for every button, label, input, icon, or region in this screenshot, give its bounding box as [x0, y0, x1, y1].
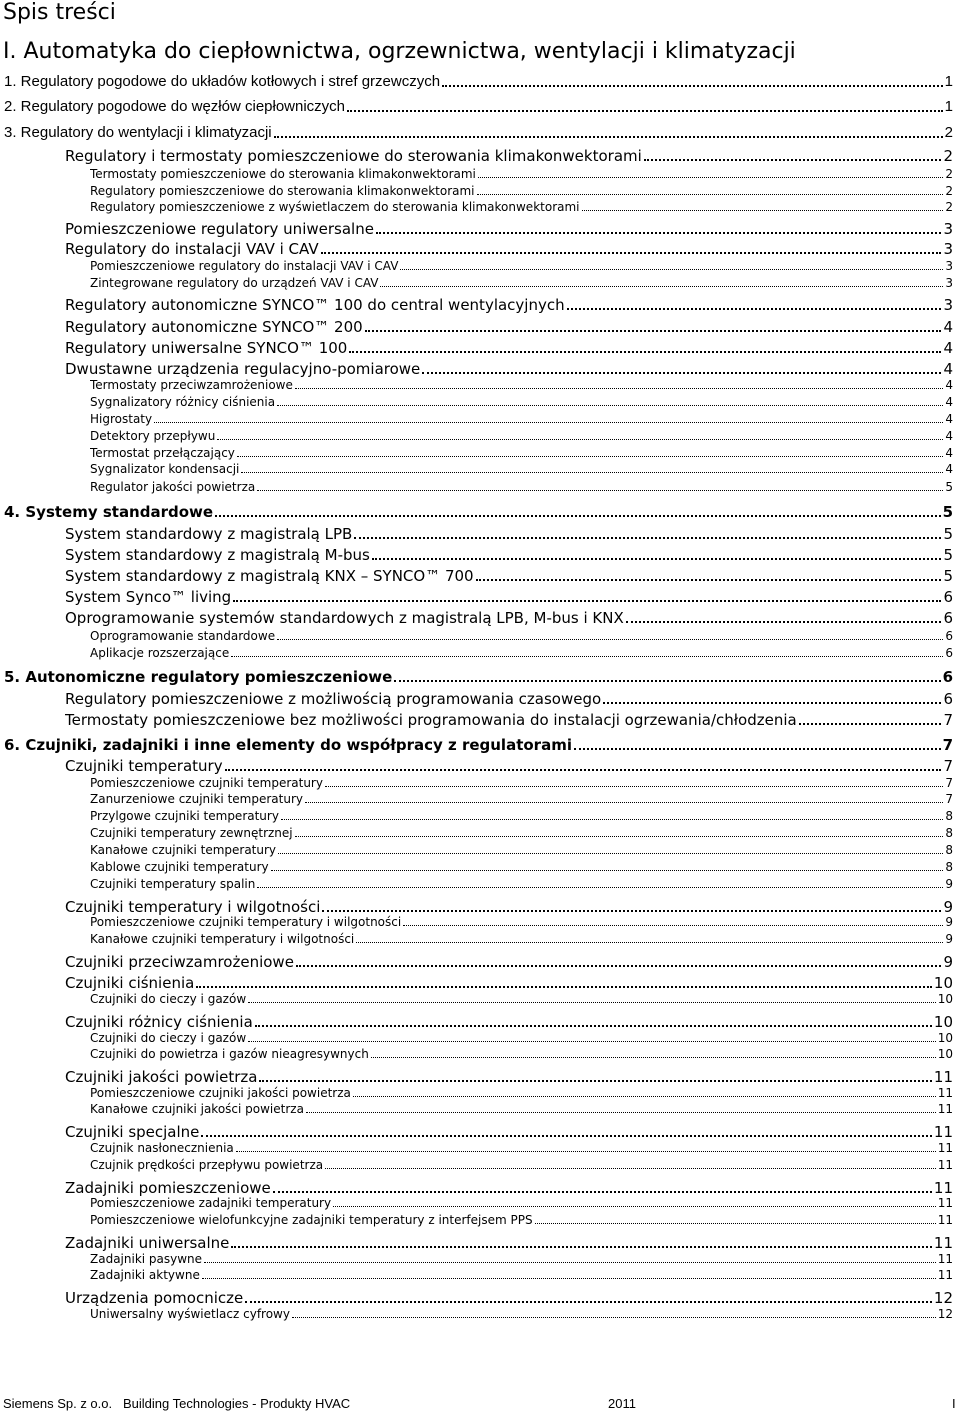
toc-entry[interactable] — [65, 1067, 953, 1087]
toc-entry-label: Sygnalizator kondensacji — [90, 462, 240, 476]
toc-dot-leader — [236, 1151, 936, 1152]
toc-entry-label: Czujniki do cieczy i gazów — [90, 1031, 247, 1045]
toc-entry[interactable] — [65, 1012, 953, 1032]
toc-entry-page: 7 — [942, 736, 953, 754]
toc-entry-label: Regulatory i termostaty pomieszczeniowe do sterowania klimakonwektorami — [65, 147, 642, 165]
toc-entry[interactable] — [90, 1196, 953, 1211]
toc-entry-label: 2. Regulatory pogodowe do węzłów ciepłowniczych — [4, 98, 346, 115]
toc-dot-leader — [603, 702, 941, 704]
toc-entry-page: 1 — [944, 73, 953, 90]
toc-dot-leader — [259, 1080, 931, 1082]
toc-entry-label: Czujnik prędkości przepływu powietrza — [90, 1158, 324, 1172]
toc-entry[interactable] — [4, 735, 953, 755]
toc-entry-page: 7 — [943, 711, 953, 729]
toc-entry-label: Pomieszczeniowe regulatory uniwersalne — [65, 220, 374, 238]
toc-entry-label: System Synco™ living — [65, 588, 232, 606]
toc-dot-leader — [626, 621, 942, 623]
toc-entry[interactable] — [90, 1031, 953, 1046]
toc-dot-leader — [215, 515, 940, 517]
toc-entry-page: 4 — [943, 360, 953, 378]
toc-entry-label: Czujniki do cieczy i gazów — [90, 992, 247, 1006]
toc-dot-leader — [245, 1301, 932, 1303]
toc-dot-leader — [422, 372, 941, 374]
toc-entry[interactable] — [90, 446, 953, 461]
toc-entry[interactable] — [90, 629, 953, 644]
toc-entry-label: Oprogramowanie systemów standardowych z magistralą LPB, M-bus i KNX — [65, 609, 624, 627]
toc-entry-page: 4 — [943, 339, 953, 357]
toc-dot-leader — [273, 1191, 932, 1193]
toc-entry-label: Kanałowe czujniki jakości powietrza — [90, 1102, 304, 1116]
toc-entry-page: 11 — [933, 1068, 953, 1086]
toc-entry-label: Pomieszczeniowe czujniki temperatury — [90, 776, 323, 790]
toc-dot-leader — [281, 819, 943, 820]
toc-dot-leader — [306, 1112, 936, 1113]
toc-entry[interactable] — [90, 1102, 953, 1117]
toc-entry-page: 1 — [944, 98, 953, 115]
toc-entry[interactable] — [90, 412, 953, 427]
toc-entry[interactable] — [65, 566, 953, 586]
toc-entry[interactable] — [65, 545, 953, 565]
toc-entry[interactable] — [65, 1233, 953, 1253]
toc-dot-leader — [478, 177, 943, 178]
toc-entry-page: 6 — [945, 646, 953, 660]
toc-entry[interactable] — [65, 710, 953, 730]
toc-entry-label: Pomieszczeniowe regulatory do instalacji VAV i CAV — [90, 259, 399, 273]
toc-entry-label: Kablowe czujniki temperatury — [90, 860, 269, 874]
toc-entry-label: Zadajniki pasywne — [90, 1252, 203, 1266]
toc-entry-page: 9 — [945, 932, 953, 946]
toc-entry-label: Pomieszczeniowe czujniki temperatury i wilgotności — [90, 915, 402, 929]
toc-entry-label: Czujniki ciśnienia — [65, 974, 195, 992]
toc-entry-page: 9 — [945, 877, 953, 891]
toc-entry-page: 9 — [945, 915, 953, 929]
toc-entry[interactable] — [90, 915, 953, 930]
toc-entry[interactable] — [90, 480, 953, 495]
toc-entry-label: Przylgowe czujniki temperatury — [90, 809, 279, 823]
toc-dot-leader — [292, 1317, 936, 1318]
toc-entry[interactable] — [65, 1122, 953, 1142]
toc-entry-page: 6 — [942, 668, 953, 686]
toc-dot-leader — [799, 723, 942, 725]
toc-entry-page: 3 — [945, 276, 953, 290]
toc-entry-label: Czujniki temperatury zewnętrznej — [90, 826, 293, 840]
toc-entry-label: 4. Systemy standardowe — [4, 503, 214, 521]
toc-entry-page: 6 — [945, 629, 953, 643]
toc-entry-label: Czujniki temperatury spalin — [90, 877, 256, 891]
toc-entry-label: Zanurzeniowe czujniki temperatury — [90, 792, 303, 806]
toc-entry[interactable] — [65, 608, 953, 628]
toc-entry[interactable] — [90, 1268, 953, 1283]
toc-entry-page: 7 — [943, 757, 953, 775]
toc-entry-page: 11 — [937, 1102, 953, 1116]
toc-entry-page: 7 — [945, 792, 953, 806]
toc-entry[interactable] — [90, 1307, 953, 1322]
toc-entry-label: Regulatory do instalacji VAV i CAV — [65, 240, 319, 258]
toc-dot-leader — [255, 1025, 932, 1027]
toc-entry[interactable] — [65, 897, 953, 917]
toc-dot-leader — [305, 802, 943, 803]
toc-entry[interactable] — [90, 877, 953, 892]
toc-entry-page: 7 — [945, 776, 953, 790]
toc-entry-label: Zintegrowane regulatory do urządzeń VAV i CAV — [90, 276, 379, 290]
toc-entry[interactable] — [90, 992, 953, 1007]
toc-entry-page: 11 — [937, 1141, 953, 1155]
toc-entry-page: 10 — [933, 974, 953, 992]
toc-dot-leader — [354, 537, 941, 539]
toc-entry[interactable] — [90, 792, 953, 807]
toc-entry[interactable] — [65, 219, 953, 239]
toc-dot-leader — [574, 748, 941, 750]
toc-entry-label: Czujniki temperatury — [65, 757, 223, 775]
toc-entry-label: System standardowy z magistralą LPB — [65, 525, 353, 543]
toc-entry-label: Aplikacje rozszerzające — [90, 646, 230, 660]
toc-entry[interactable] — [90, 826, 953, 841]
toc-entry[interactable] — [4, 97, 953, 117]
toc-entry[interactable] — [90, 1086, 953, 1101]
toc-dot-leader — [248, 1002, 936, 1003]
toc-entry[interactable] — [65, 359, 953, 379]
toc-dot-leader — [322, 910, 941, 912]
toc-entry-page: 11 — [937, 1158, 953, 1172]
toc-entry-label: Czujnik nasłonecznienia — [90, 1141, 234, 1155]
toc-entry[interactable] — [65, 756, 953, 776]
toc-dot-leader — [325, 786, 943, 787]
toc-dot-leader — [535, 1223, 936, 1224]
toc-entry[interactable] — [65, 1178, 953, 1198]
toc-entry-label: Dwustawne urządzenia regulacyjno-pomiarowe — [65, 360, 421, 378]
toc-entry[interactable] — [65, 973, 953, 993]
toc-entry[interactable] — [90, 259, 953, 274]
toc-entry[interactable] — [90, 378, 953, 393]
toc-entry[interactable] — [90, 462, 953, 477]
toc-entry[interactable] — [65, 338, 953, 358]
toc-dot-leader — [321, 252, 942, 254]
toc-dot-leader — [371, 1057, 936, 1058]
toc-entry-label: Regulatory pomieszczeniowe z możliwością programowania czasowego — [65, 690, 602, 708]
toc-entry-label: Czujniki jakości powietrza — [65, 1068, 258, 1086]
toc-entry-label: Regulator jakości powietrza — [90, 480, 256, 494]
toc-dot-leader — [271, 870, 944, 871]
toc-entry-label: Termostat przełączający — [90, 446, 235, 460]
toc-entry-label: Pomieszczeniowe czujniki jakości powietrza — [90, 1086, 351, 1100]
toc-dot-leader — [372, 558, 942, 560]
toc-entry-label: Termostaty przeciwzamrożeniowe — [90, 378, 293, 392]
toc-entry-label: Zadajniki uniwersalne — [65, 1234, 230, 1252]
toc-dot-leader — [277, 639, 943, 640]
toc-entry-label: Regulatory pomieszczeniowe do sterowania klimakonwektorami — [90, 184, 475, 198]
footer-year: 2011 — [608, 1396, 636, 1411]
toc-entry-label: Termostaty pomieszczeniowe do sterowania klimakonwektorami — [90, 167, 476, 181]
toc-dot-leader — [274, 136, 943, 138]
toc-dot-leader — [394, 680, 940, 682]
toc-dot-leader — [376, 232, 942, 234]
toc-entry-page: 4 — [945, 395, 953, 409]
toc-dot-leader — [233, 600, 941, 602]
toc-entry-page: 3 — [945, 259, 953, 273]
toc-entry-page: 5 — [943, 525, 953, 543]
toc-entry-page: 5 — [942, 503, 953, 521]
toc-entry[interactable] — [90, 200, 953, 215]
toc-entry[interactable] — [4, 123, 953, 143]
toc-entry-label: Oprogramowanie standardowe — [90, 629, 276, 643]
part-heading: I. Automatyka do ciepłownictwa, ogrzewnictwa, wentylacji i klimatyzacji — [3, 39, 796, 64]
toc-entry-page: 2 — [945, 200, 953, 214]
toc-entry-label: Higrostaty — [90, 412, 153, 426]
toc-entry-label: Uniwersalny wyświetlacz cyfrowy — [90, 1307, 290, 1321]
toc-entry-label: 1. Regulatory pogodowe do układów kotłowych i stref grzewczych — [4, 73, 441, 90]
toc-entry-page: 9 — [943, 953, 953, 971]
toc-dot-leader — [325, 1168, 936, 1169]
toc-entry-page: 10 — [937, 1031, 953, 1045]
toc-entry[interactable] — [90, 809, 953, 824]
toc-entry-page: 4 — [945, 378, 953, 392]
toc-entry-page: 2 — [945, 167, 953, 181]
toc-entry-page: 11 — [937, 1268, 953, 1282]
page-title: Spis treści — [3, 0, 116, 25]
toc-entry-label: Regulatory autonomiczne SYNCO™ 100 do central wentylacyjnych — [65, 296, 565, 314]
toc-entry[interactable] — [90, 1213, 953, 1228]
toc-entry[interactable] — [90, 932, 953, 947]
toc-dot-leader — [347, 110, 943, 112]
toc-entry[interactable] — [90, 1158, 953, 1173]
toc-entry-page: 4 — [945, 462, 953, 476]
toc-entry-page: 10 — [937, 1047, 953, 1061]
toc-dot-leader — [295, 388, 944, 389]
toc-dot-leader — [380, 286, 943, 287]
toc-dot-leader — [477, 194, 944, 195]
toc-dot-leader — [403, 925, 943, 926]
footer-division: Building Technologies - Produkty HVAC — [123, 1396, 351, 1411]
toc-dot-leader — [356, 942, 943, 943]
toc-entry-page: 11 — [937, 1196, 953, 1210]
toc-entry-page: 11 — [933, 1234, 953, 1252]
toc-entry-label: 5. Autonomiczne regulatory pomieszczeniowe — [4, 668, 393, 686]
toc-entry-page: 3 — [943, 220, 953, 238]
toc-entry-page: 6 — [943, 588, 953, 606]
toc-entry[interactable] — [65, 689, 953, 709]
toc-entry-label: Czujniki różnicy ciśnienia — [65, 1013, 253, 1031]
toc-entry-label: System standardowy z magistralą M-bus — [65, 546, 370, 564]
toc-dot-leader — [225, 769, 942, 771]
toc-entry[interactable] — [90, 1252, 953, 1267]
toc-entry-page: 3 — [943, 296, 953, 314]
toc-entry-label: Regulatory pomieszczeniowe z wyświetlaczem do sterowania klimakonwektorami — [90, 200, 580, 214]
toc-entry-page: 11 — [937, 1086, 953, 1100]
toc-dot-leader — [201, 1135, 932, 1137]
toc-entry-page: 5 — [943, 546, 953, 564]
toc-entry-page: 5 — [945, 480, 953, 494]
toc-entry-label: Pomieszczeniowe wielofunkcyjne zadajniki temperatury z interfejsem PPS — [90, 1213, 533, 1227]
toc-dot-leader — [365, 330, 942, 332]
toc-entry[interactable] — [90, 184, 953, 199]
toc-entry-page: 4 — [945, 412, 953, 426]
toc-entry-label: 6. Czujniki, zadajniki i inne elementy do współpracy z regulatorami — [4, 736, 572, 754]
footer-page-number: I — [952, 1396, 956, 1411]
toc-entry[interactable] — [65, 317, 953, 337]
toc-entry[interactable] — [65, 524, 953, 544]
toc-entry-page: 2 — [944, 124, 953, 141]
toc-entry-label: System standardowy z magistralą KNX – SYNCO™ 700 — [65, 567, 474, 585]
toc-entry-label: Regulatory autonomiczne SYNCO™ 200 — [65, 318, 363, 336]
toc-entry-page: 10 — [933, 1013, 953, 1031]
toc-dot-leader — [202, 1278, 936, 1279]
toc-entry[interactable] — [90, 276, 953, 291]
toc-dot-leader — [204, 1262, 936, 1263]
toc-entry-label: Czujniki temperatury i wilgotności — [65, 898, 321, 916]
toc-dot-leader — [442, 85, 943, 87]
toc-entry[interactable] — [90, 843, 953, 858]
toc-dot-leader — [349, 351, 941, 353]
toc-entry-page: 6 — [943, 690, 953, 708]
toc-entry-page: 11 — [933, 1179, 953, 1197]
toc-entry-page: 11 — [933, 1123, 953, 1141]
toc-dot-leader — [582, 210, 944, 211]
toc-entry-page: 12 — [933, 1289, 953, 1307]
footer-company: Siemens Sp. z o.o. — [3, 1396, 113, 1411]
toc-entry[interactable] — [65, 952, 953, 972]
toc-entry-page: 9 — [943, 898, 953, 916]
toc-entry[interactable] — [90, 860, 953, 875]
toc-entry-page: 11 — [937, 1213, 953, 1227]
toc-dot-leader — [567, 308, 942, 310]
toc-entry-label: Kanałowe czujniki temperatury — [90, 843, 277, 857]
toc-entry[interactable] — [90, 1141, 953, 1156]
toc-entry-label: Zadajniki aktywne — [90, 1268, 200, 1282]
toc-entry-label: Regulatory uniwersalne SYNCO™ 100 — [65, 339, 348, 357]
toc-dot-leader — [231, 1246, 932, 1248]
toc-entry-label: Czujniki specjalne — [65, 1123, 200, 1141]
toc-dot-leader — [476, 579, 942, 581]
toc-dot-leader — [400, 269, 943, 270]
toc-entry-page: 4 — [945, 446, 953, 460]
toc-dot-leader — [154, 422, 943, 423]
toc-dot-leader — [257, 490, 943, 491]
toc-entry-page: 10 — [937, 992, 953, 1006]
toc-entry[interactable] — [90, 167, 953, 182]
toc-entry-label: Detektory przepływu — [90, 429, 216, 443]
toc-entry[interactable] — [4, 667, 953, 687]
toc-entry-page: 4 — [945, 429, 953, 443]
toc-entry-page: 12 — [937, 1307, 953, 1321]
toc-entry[interactable] — [90, 1047, 953, 1062]
toc-dot-leader — [278, 853, 943, 854]
toc-entry-page: 8 — [945, 843, 953, 857]
toc-entry-label: Czujniki przeciwzamrożeniowe — [65, 953, 294, 971]
toc-entry-label: Urządzenia pomocnicze — [65, 1289, 244, 1307]
toc-dot-leader — [295, 836, 944, 837]
toc-entry-label: Pomieszczeniowe zadajniki temperatury — [90, 1196, 332, 1210]
toc-entry-page: 8 — [945, 826, 953, 840]
toc-dot-leader — [237, 456, 943, 457]
toc-dot-leader — [196, 986, 932, 988]
toc-entry[interactable] — [4, 72, 953, 92]
toc-entry[interactable] — [65, 1288, 953, 1308]
toc-entry[interactable] — [90, 429, 953, 444]
toc-dot-leader — [248, 1041, 936, 1042]
toc-entry-label: Czujniki do powietrza i gazów nieagresywnych — [90, 1047, 369, 1061]
toc-entry[interactable] — [65, 295, 953, 315]
toc-dot-leader — [231, 656, 943, 657]
toc-entry-page: 11 — [937, 1252, 953, 1266]
toc-dot-leader — [257, 887, 943, 888]
toc-entry-page: 8 — [945, 860, 953, 874]
toc-dot-leader — [353, 1096, 936, 1097]
toc-entry-page: 5 — [943, 567, 953, 585]
toc-entry-page: 4 — [943, 318, 953, 336]
toc-entry[interactable] — [90, 646, 953, 661]
toc-entry-page: 2 — [943, 147, 953, 165]
toc-entry[interactable] — [90, 776, 953, 791]
toc-entry-label: Kanałowe czujniki temperatury i wilgotności — [90, 932, 355, 946]
toc-entry-label: Termostaty pomieszczeniowe bez możliwości programowania do instalacji ogrzewania/chłodzenia — [65, 711, 797, 729]
toc-dot-leader — [296, 965, 942, 967]
toc-entry-page: 2 — [945, 184, 953, 198]
toc-entry-page: 8 — [945, 809, 953, 823]
toc-entry[interactable] — [90, 395, 953, 410]
toc-dot-leader — [333, 1206, 936, 1207]
toc-entry-page: 6 — [943, 609, 953, 627]
toc-dot-leader — [241, 472, 943, 473]
toc-entry-page: 3 — [943, 240, 953, 258]
toc-entry[interactable] — [65, 239, 953, 259]
toc-entry-label: Sygnalizatory różnicy ciśnienia — [90, 395, 276, 409]
toc-dot-leader — [217, 439, 943, 440]
toc-entry-label: Zadajniki pomieszczeniowe — [65, 1179, 271, 1197]
toc-entry[interactable] — [4, 502, 953, 522]
toc-dot-leader — [277, 405, 943, 406]
toc-entry[interactable] — [65, 146, 953, 166]
toc-entry[interactable] — [65, 587, 953, 607]
toc-entry-label: 3. Regulatory do wentylacji i klimatyzacji — [4, 124, 272, 141]
toc-dot-leader — [644, 159, 942, 161]
